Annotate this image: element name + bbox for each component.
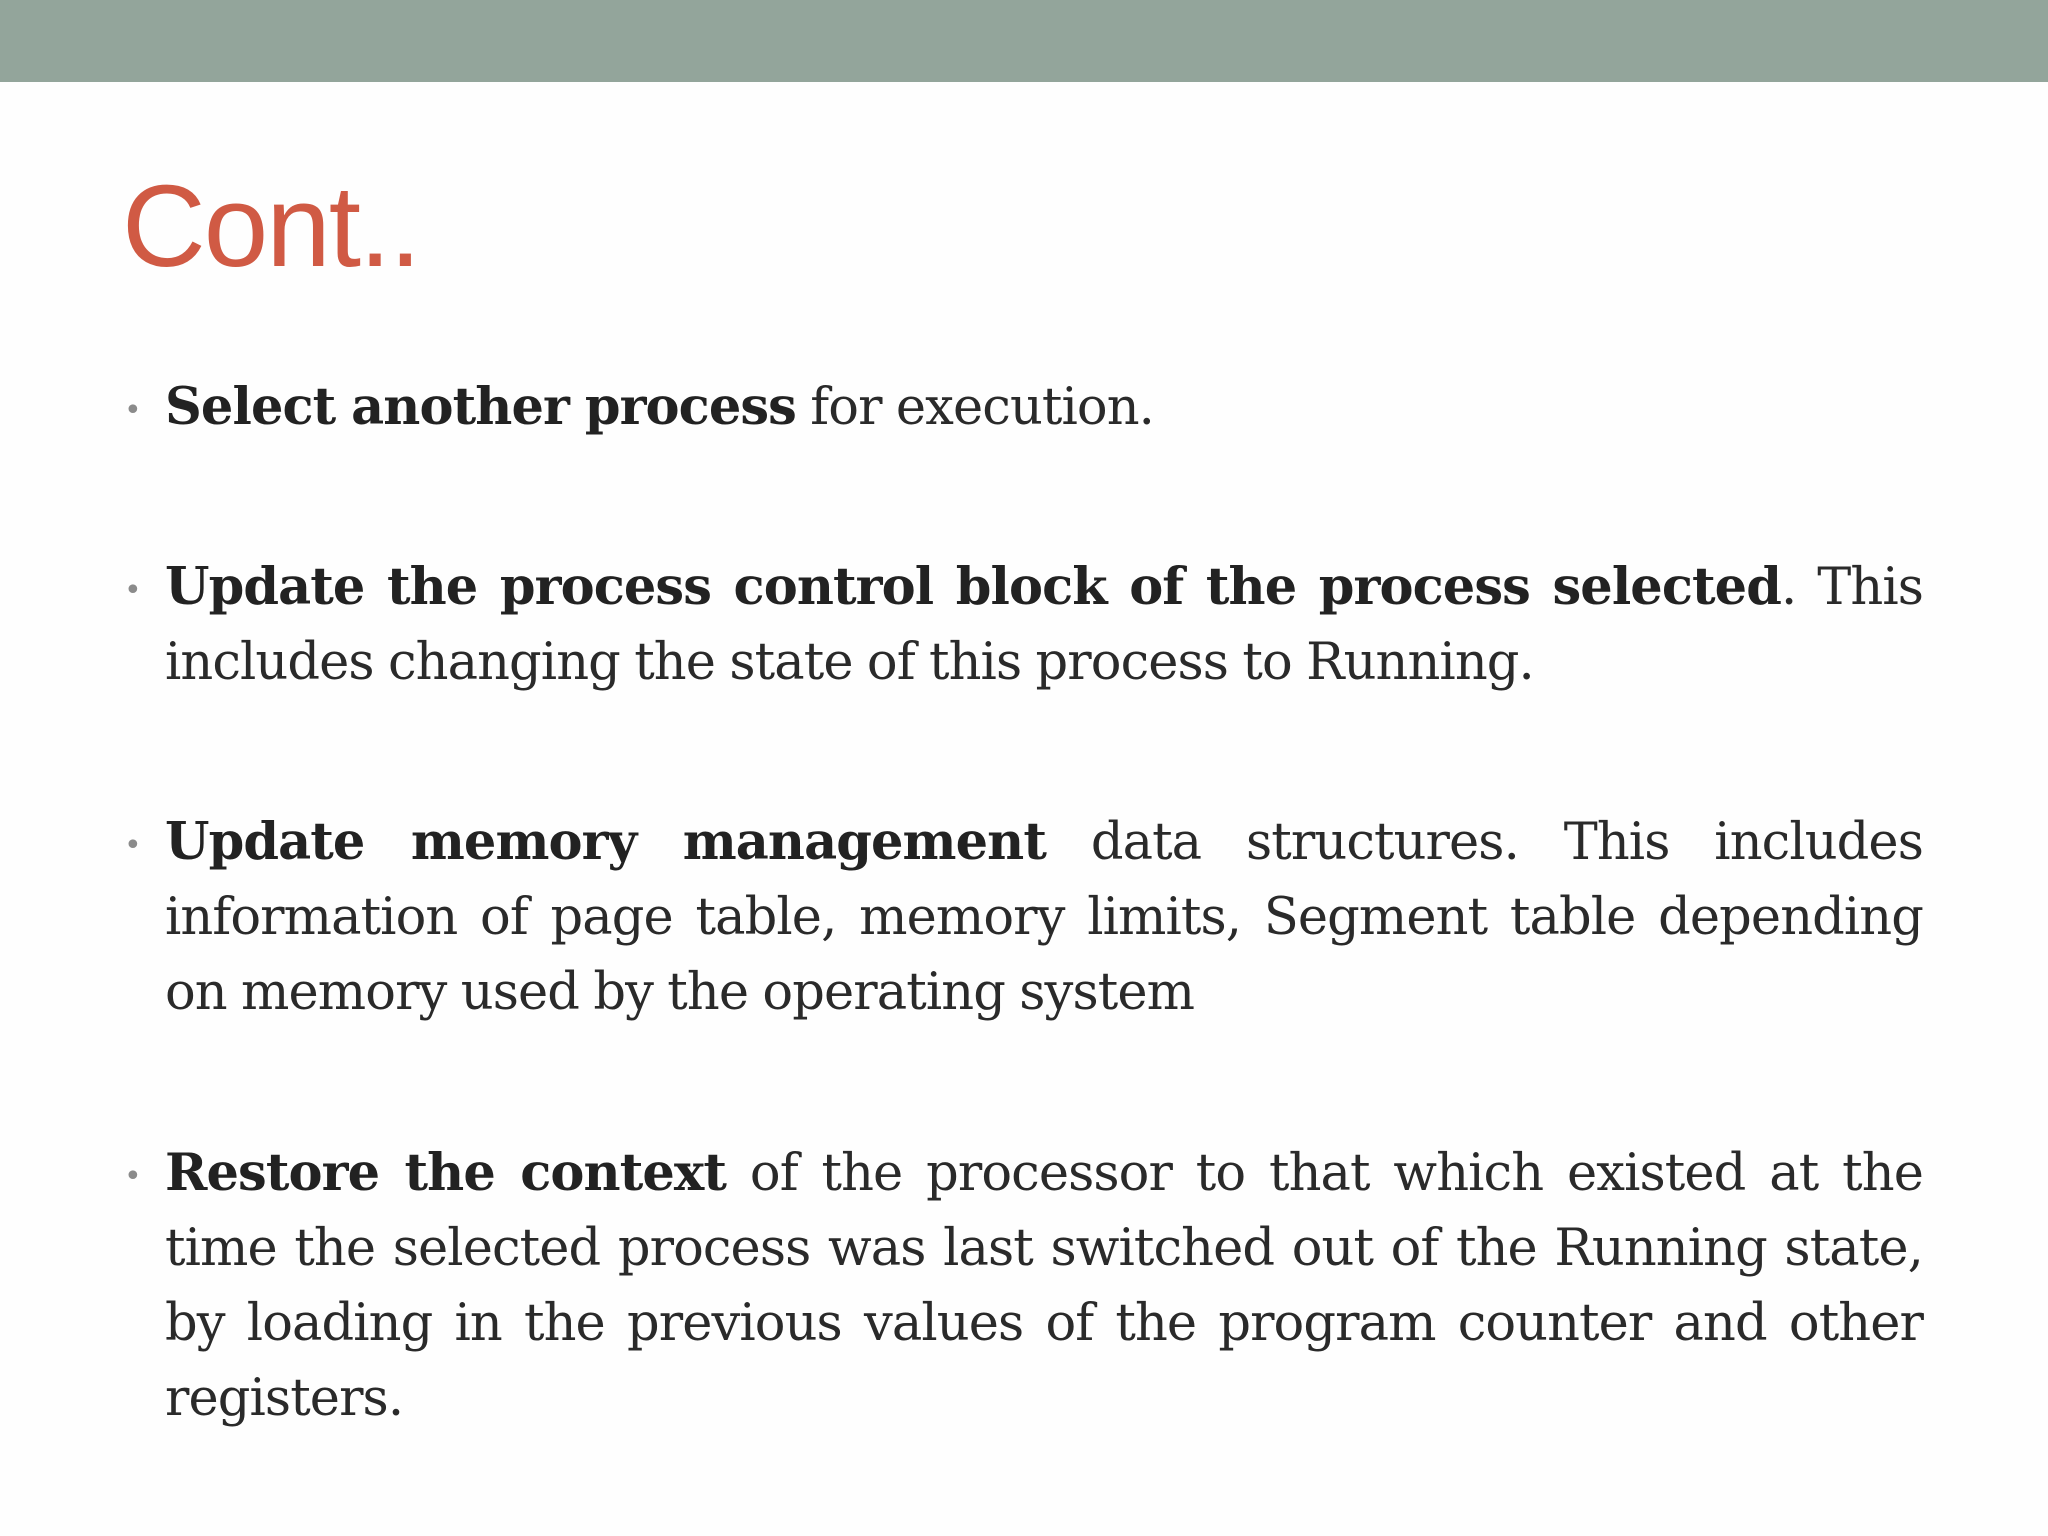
slide-title: Cont.. <box>122 161 420 291</box>
bullet-icon: • <box>124 1159 142 1194</box>
bullet-text <box>165 550 1923 700</box>
bullet-text <box>165 1136 1923 1436</box>
bullet-body-text: . This includes changing the state of this process to Running. <box>165 558 1923 692</box>
bullet-icon: • <box>124 828 142 863</box>
bullet-bold-text: Restore the context <box>165 1143 727 1203</box>
bullet-text <box>165 805 1923 1030</box>
bullet-body-text: data structures. This includes information of page table, memory limits, Segment table depending on memory used by the operating system <box>165 813 1923 1022</box>
bullet-body-text: for execution. <box>796 378 1154 437</box>
bullet-icon: • <box>124 573 142 608</box>
bullet-bold-text: Update memory management <box>165 812 1046 872</box>
bullet-text <box>165 370 1923 445</box>
bullet-bold-text: Select another process <box>165 377 796 437</box>
bullet-body-text: of the processor to that which existed at the time the selected process was last switched out of the Running state, by loading in the previous values of the program counter and other registers. <box>165 1144 1923 1428</box>
bullet-icon: • <box>124 393 142 428</box>
bullet-bold-text: Update the process control block of the process selected <box>165 557 1781 617</box>
